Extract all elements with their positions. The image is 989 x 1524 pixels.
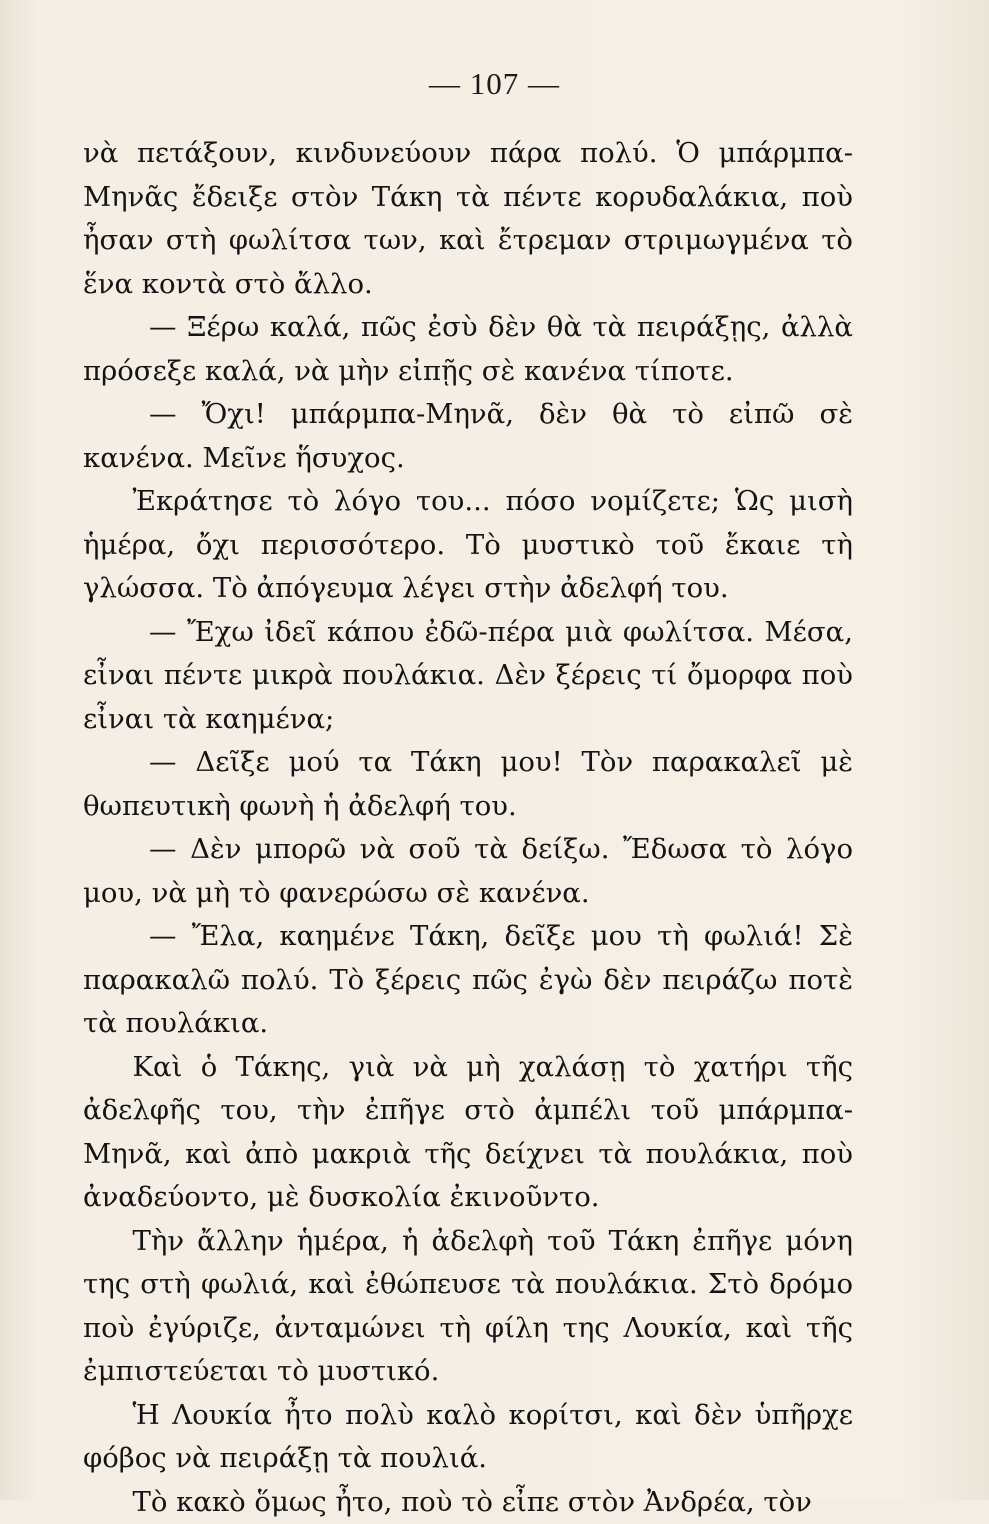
paragraph: Καὶ ὁ Τάκης, γιὰ νὰ μὴ χαλάσῃ τὸ χατήρι τῆς ἀδελφῆς του, τὴν ἐπῆγε στὸ ἀμπέλι τοῦ μπάρμπα-Μηνᾶ, καὶ ἀπὸ μακριὰ τῆς δείχνει τὰ πουλάκια, ποὺ ἀναδεύοντο, μὲ δυσκολία ἐκινοῦντο. (83, 1046, 853, 1220)
page-number: — 107 — (0, 66, 989, 102)
paragraph: — Ἔλα, καημένε Τάκη, δεῖξε μου τὴ φωλιά! Σὲ παρακαλῶ πολύ. Τὸ ξέρεις πῶς ἐγὼ δὲν πειράζω ποτὲ τὰ πουλάκια. (83, 915, 853, 1046)
paragraph: — Δεῖξε μού τα Τάκη μου! Τὸν παρακαλεῖ μὲ θωπευτικὴ φωνὴ ἡ ἀδελφή του. (83, 741, 853, 828)
paragraph: — Ἔχω ἰδεῖ κάπου ἐδῶ-πέρα μιὰ φωλίτσα. Μέσα, εἶναι πέντε μικρὰ πουλάκια. Δὲν ξέρεις τί ὄμορφα ποὺ εἶναι τὰ καημένα; (83, 611, 853, 742)
paragraph: Τὴν ἄλλην ἡμέρα, ἡ ἀδελφὴ τοῦ Τάκη ἐπῆγε μόνη της στὴ φωλιά, καὶ ἐθώπευσε τὰ πουλάκια. Στὸ δρόμο ποὺ ἐγύριζε, ἀνταμώνει τὴ φίλη της Λουκία, καὶ τῆς ἐμπιστεύεται τὸ μυστικό. (83, 1220, 853, 1394)
paragraph: Ἡ Λουκία ἦτο πολὺ καλὸ κορίτσι, καὶ δὲν ὑπῆρχε φόβος νὰ πειράξῃ τὰ πουλιά. (83, 1394, 853, 1481)
paragraph: Ἐκράτησε τὸ λόγο του... πόσο νομίζετε; Ὡς μισὴ ἡμέρα, ὄχι περισσότερο. Τὸ μυστικὸ τοῦ ἔκαιε τὴ γλώσσα. Τὸ ἀπόγευμα λέγει στὴν ἀδελφή του. (83, 480, 853, 611)
paragraph: Τὸ κακὸ ὅμως ἦτο, ποὺ τὸ εἶπε στὸν Ἀνδρέα, τὸν (83, 1481, 853, 1524)
paragraph: — Δὲν μπορῶ νὰ σοῦ τὰ δείξω. Ἔδωσα τὸ λόγο μου, νὰ μὴ τὸ φανερώσω σὲ κανένα. (83, 828, 853, 915)
paragraph: — Ὄχι! μπάρμπα-Μηνᾶ, δὲν θὰ τὸ εἰπῶ σὲ κανένα. Μεῖνε ἥσυχος. (83, 393, 853, 480)
body-text (83, 132, 853, 1524)
paragraph: νὰ πετάξουν, κινδυνεύουν πάρα πολύ. Ὁ μπάρμπα-Μηνᾶς ἔδειξε στὸν Τάκη τὰ πέντε κορυδαλάκια, ποὺ ἦσαν στὴ φωλίτσα των, καὶ ἔτρεμαν στριμωγμένα τὸ ἕνα κοντὰ στὸ ἄλλο. (83, 132, 853, 306)
paragraph: — Ξέρω καλά, πῶς ἐσὺ δὲν θὰ τὰ πειράξῃς, ἀλλὰ πρόσεξε καλά, νὰ μὴν εἰπῇς σὲ κανένα τίποτε. (83, 306, 853, 393)
